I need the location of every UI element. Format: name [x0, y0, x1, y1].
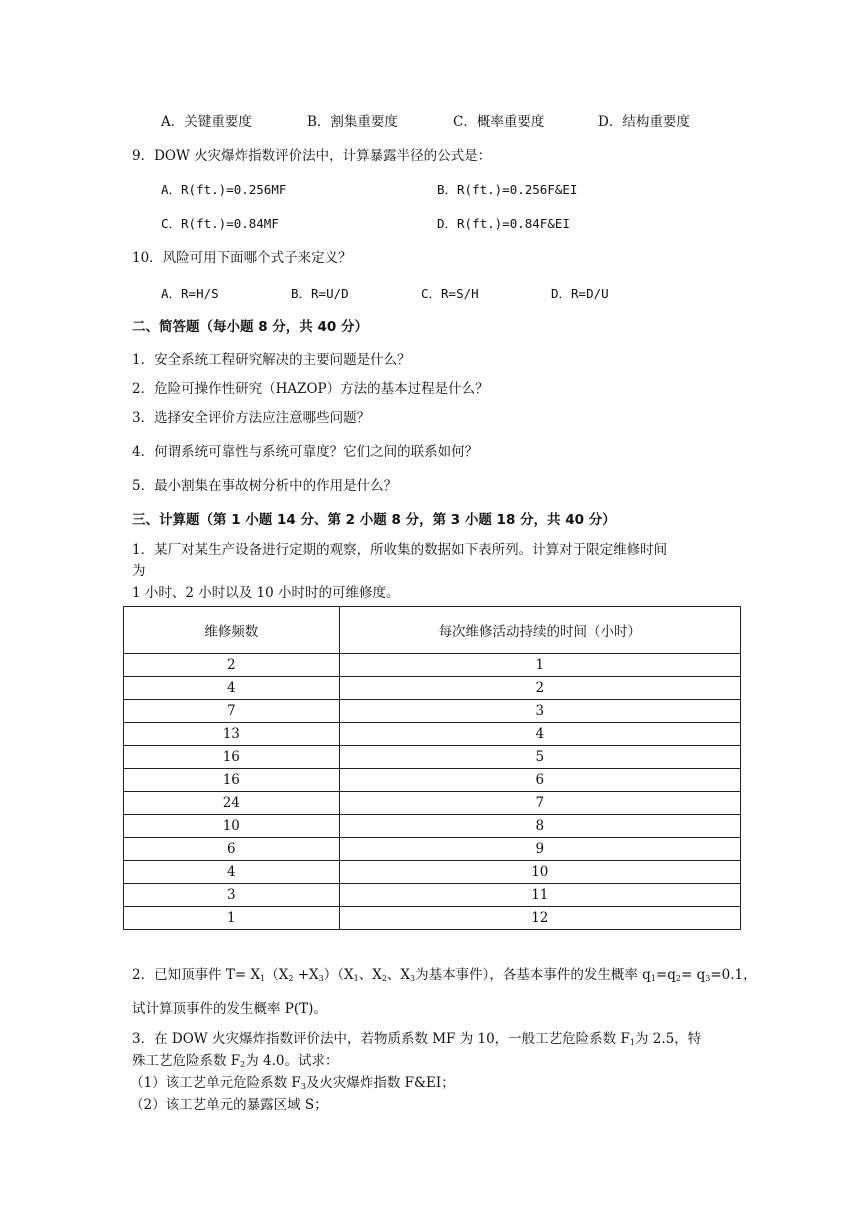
q9-option-b: B．R(ft.)=0.256F&EI: [437, 182, 578, 197]
subscript: 3: [318, 974, 324, 983]
maintenance-data-table: [123, 606, 741, 930]
section3-q3-line-4: （2）该工艺单元的暴露区域 S；: [130, 1097, 328, 1113]
cell-frequency: 6: [124, 838, 340, 861]
cell-frequency: 10: [124, 815, 340, 838]
q2-part-h: =q: [655, 967, 676, 983]
cell-frequency: 7: [124, 700, 340, 723]
q2-part-d: ）（X: [323, 967, 354, 983]
table-row: [124, 907, 741, 930]
cell-frequency: 16: [124, 769, 340, 792]
q9-option-c: C．R(ft.)=0.84MF: [161, 216, 279, 231]
subscript: 2: [288, 974, 294, 983]
subscript: 1: [353, 974, 359, 983]
cell-duration: 8: [339, 815, 740, 838]
table-row: [124, 792, 741, 815]
table-row: [124, 884, 741, 907]
q10-option-d: D．R=D/U: [551, 286, 609, 301]
section2-item-1: 1．安全系统工程研究解决的主要问题是什么？: [132, 352, 411, 368]
q2-part-b: （X: [265, 967, 289, 983]
cell-duration: 11: [339, 884, 740, 907]
cell-duration: 7: [339, 792, 740, 815]
cell-duration: 4: [339, 723, 740, 746]
q10-stem: 10．风险可用下面哪个式子来定义？: [132, 250, 352, 266]
q8-option-a: A．关键重要度: [161, 114, 252, 130]
q2-part-j: =0.1，: [710, 967, 757, 983]
q3-line3-b: 及火灾爆炸指数 F&EI；: [305, 1075, 455, 1091]
q9-option-d: D．R(ft.)=0.84F&EI: [437, 216, 570, 231]
q3-line2-a: 殊工艺危险系数 F: [132, 1053, 241, 1069]
subscript: 2: [381, 974, 387, 983]
table-row: [124, 815, 741, 838]
table-row: [124, 838, 741, 861]
q3-line1-a: 3．在 DOW 火灾爆炸指数评价法中，若物质系数 MF 为 10，一般工艺危险系数 F: [132, 1031, 630, 1047]
table-header-row: [124, 607, 741, 654]
table-row: [124, 861, 741, 884]
table-row: [124, 723, 741, 746]
cell-frequency: 13: [124, 723, 340, 746]
table-row: [124, 654, 741, 677]
cell-duration: 12: [339, 907, 740, 930]
q9-stem: 9．DOW 火灾爆炸指数评价法中，计算暴露半径的公式是：: [132, 148, 492, 164]
cell-frequency: 4: [124, 861, 340, 884]
q2-part-a: 2．已知顶事件 T= X: [132, 967, 261, 983]
q3-line3-a: （1）该工艺单元危险系数 F: [130, 1075, 301, 1091]
section2-item-3: 3．选择安全评价方法应注意哪些问题？: [132, 410, 371, 426]
table-row: [124, 769, 741, 792]
q3-line1-b: 为 2.5，特: [634, 1031, 702, 1047]
section3-title: 三、计算题（第 1 小题 14 分、第 2 小题 8 分，第 3 小题 18 分，共 40 分）: [132, 512, 616, 528]
cell-frequency: 24: [124, 792, 340, 815]
table-row: [124, 700, 741, 723]
subscript: 3: [410, 974, 416, 983]
subscript: 1: [260, 974, 266, 983]
q9-option-a: A．R(ft.)=0.256MF: [161, 182, 287, 197]
section2-item-5: 5．最小割集在事故树分析中的作用是什么？: [132, 478, 398, 494]
q10-option-b: B．R=U/D: [291, 286, 349, 301]
cell-frequency: 16: [124, 746, 340, 769]
subscript: 1: [650, 974, 656, 983]
section2-title: 二、简答题（每小题 8 分，共 40 分）: [132, 319, 368, 335]
q3-line2-b: 为 4.0。试求：: [245, 1053, 339, 1069]
cell-frequency: 2: [124, 654, 340, 677]
section3-q2-line-2: 试计算顶事件的发生概率 P(T)。: [132, 1001, 327, 1017]
q8-option-b: B．割集重要度: [307, 114, 398, 130]
q10-option-a: A．R=H/S: [161, 286, 219, 301]
q10-option-c: C．R=S/H: [421, 286, 479, 301]
subscript: 2: [675, 974, 681, 983]
cell-frequency: 1: [124, 907, 340, 930]
subscript: 1: [629, 1038, 635, 1047]
cell-frequency: 4: [124, 677, 340, 700]
section3-q3-line-3: [130, 1074, 455, 1096]
section3-q3-line-1: [132, 1030, 701, 1052]
cell-duration: 9: [339, 838, 740, 861]
subscript: 2: [240, 1060, 246, 1069]
q2-part-g: 为基本事件），各基本事件的发生概率 q: [415, 967, 651, 983]
section3-q1-line-2: 为: [132, 563, 146, 579]
cell-duration: 5: [339, 746, 740, 769]
q2-part-i: = q: [680, 967, 706, 983]
cell-duration: 2: [339, 677, 740, 700]
cell-frequency: 3: [124, 884, 340, 907]
header-frequency: 维修频数: [124, 607, 340, 654]
section3-q2-line-1: [132, 966, 757, 988]
table-row: [124, 677, 741, 700]
cell-duration: 6: [339, 769, 740, 792]
q8-option-d: D．结构重要度: [598, 114, 690, 130]
q2-part-c: +X: [293, 967, 319, 983]
section3-q1-line-1: 1．某厂对某生产设备进行定期的观察，所收集的数据如下表所列。计算对于限定维修时间: [132, 542, 668, 558]
subscript: 3: [300, 1082, 306, 1091]
table-row: [124, 746, 741, 769]
cell-duration: 10: [339, 861, 740, 884]
header-duration: 每次维修活动持续的时间（小时）: [339, 607, 740, 654]
section2-item-2: 2．危险可操作性研究（HAZOP）方法的基本过程是什么？: [132, 381, 489, 397]
q2-part-f: 、X: [386, 967, 411, 983]
section3-q3-line-2: [132, 1052, 339, 1074]
section3-q1-line-3: 1 小时、2 小时以及 10 小时时的可维修度。: [132, 585, 400, 601]
cell-duration: 3: [339, 700, 740, 723]
q2-part-e: 、X: [358, 967, 382, 983]
section2-item-4: 4．何谓系统可靠性与系统可靠度？它们之间的联系如何？: [132, 444, 479, 460]
q8-option-c: C．概率重要度: [453, 114, 545, 130]
subscript: 3: [705, 974, 711, 983]
cell-duration: 1: [339, 654, 740, 677]
